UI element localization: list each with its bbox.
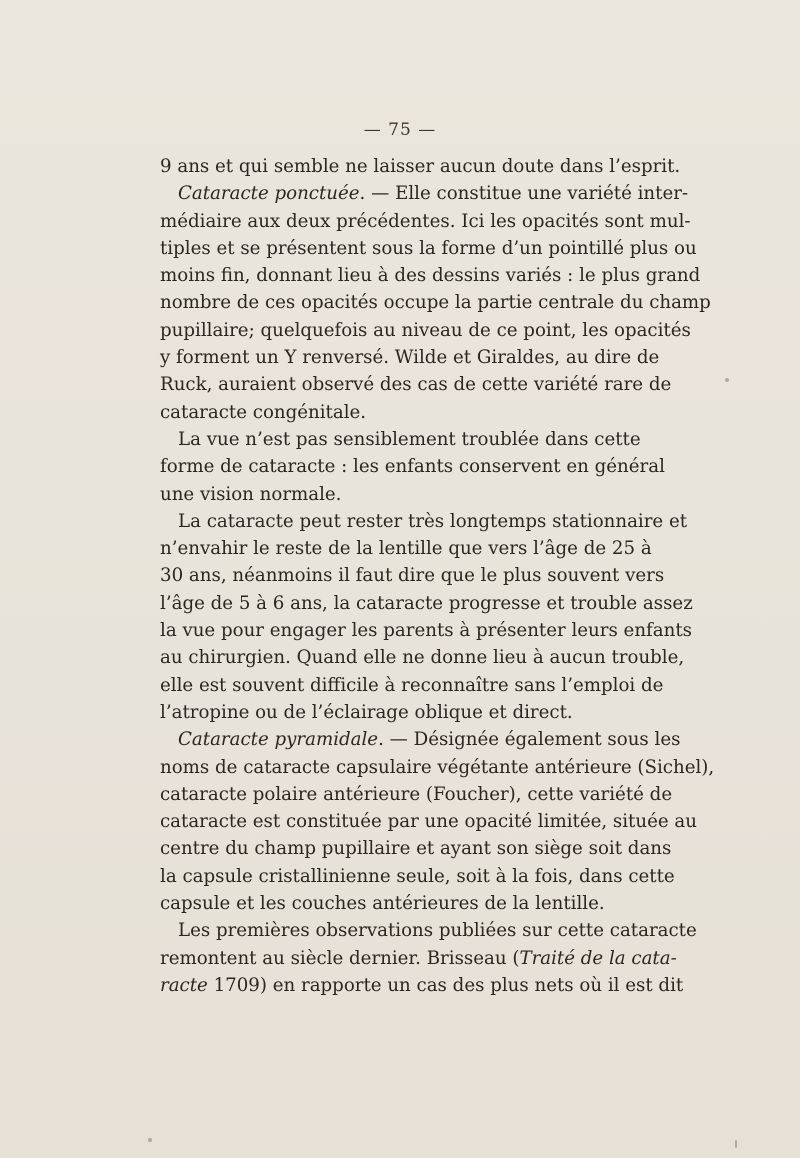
text-line bbox=[160, 399, 630, 426]
italic-heading: Cataracte pyramidale bbox=[178, 729, 379, 751]
text-run: centre du champ pupillaire et ayant son siège soit dans bbox=[160, 838, 672, 860]
text-line bbox=[160, 508, 688, 535]
italic-heading: Cataracte ponctuée bbox=[178, 183, 360, 205]
text-line bbox=[160, 781, 673, 808]
text-run: . — Elle constitue une variété inter- bbox=[359, 183, 689, 205]
text-line bbox=[160, 644, 685, 671]
text-line bbox=[160, 863, 675, 890]
text-run: noms de cataracte capsulaire végétante antérieure (Sichel), bbox=[160, 756, 715, 778]
text-run: nombre de ces opacités occupe la partie centrale du champ bbox=[160, 292, 711, 314]
text-run: au chirurgien. Quand elle ne donne lieu à aucun trouble, bbox=[160, 647, 685, 669]
text-run: forme de cataracte : les enfants conservent en général bbox=[160, 456, 665, 478]
text-run: . — Désignée également sous les bbox=[378, 729, 681, 751]
text-line bbox=[160, 235, 697, 262]
text-line bbox=[160, 453, 665, 480]
text-line bbox=[160, 890, 630, 917]
text-line bbox=[160, 289, 711, 316]
text-line bbox=[160, 672, 664, 699]
text-run: elle est souvent difficile à reconnaître sans l’emploi de bbox=[160, 674, 664, 696]
body-text bbox=[160, 153, 715, 999]
text-line bbox=[160, 972, 684, 999]
text-line bbox=[160, 945, 677, 972]
text-run: cataracte est constituée par une opacité limitée, située au bbox=[160, 811, 697, 833]
italic-heading: racte bbox=[160, 974, 208, 996]
text-run: cataracte polaire antérieure (Foucher), cette variété de bbox=[160, 783, 673, 805]
text-run: pupillaire; quelquefois au niveau de ce point, les opacités bbox=[160, 319, 691, 341]
text-run: moins fin, donnant lieu à des dessins variés : le plus grand bbox=[160, 265, 701, 287]
text-line bbox=[160, 917, 697, 944]
text-line bbox=[160, 426, 641, 453]
text-line bbox=[160, 535, 652, 562]
text-run: La cataracte peut rester très longtemps stationnaire et bbox=[178, 510, 688, 532]
text-line bbox=[160, 317, 691, 344]
text-line bbox=[160, 344, 660, 371]
text-run: Les premières observations publiées sur cette cataracte bbox=[178, 920, 697, 942]
text-run: la capsule cristallinienne seule, soit à la fois, dans cette bbox=[160, 865, 675, 887]
text-run: une vision normale. bbox=[160, 483, 342, 505]
text-line bbox=[160, 590, 693, 617]
text-line bbox=[160, 617, 692, 644]
text-run: tiples et se présentent sous la forme d’un pointillé plus ou bbox=[160, 237, 697, 259]
text-run: l’atropine ou de l’éclairage oblique et direct. bbox=[160, 701, 573, 723]
italic-heading: Traité de la cata- bbox=[519, 947, 677, 969]
text-line bbox=[160, 808, 697, 835]
text-line bbox=[160, 726, 681, 753]
text-line bbox=[160, 562, 665, 589]
text-line bbox=[160, 262, 701, 289]
text-run: la vue pour engager les parents à présenter leurs enfants bbox=[160, 620, 692, 642]
text-run: remontent au siècle dernier. Brisseau ( bbox=[160, 947, 520, 969]
text-line bbox=[160, 180, 689, 207]
text-run: 9 ans et qui semble ne laisser aucun doute dans l’esprit. bbox=[160, 156, 681, 177]
text-run: capsule et les couches antérieures de la lentille. bbox=[160, 893, 605, 915]
text-run: 30 ans, néanmoins il faut dire que le plus souvent vers bbox=[160, 565, 665, 587]
text-run: 1709) en rapporte un cas des plus nets où il est dit bbox=[207, 974, 684, 996]
text-line bbox=[160, 481, 630, 508]
paper-speck bbox=[725, 378, 729, 382]
text-line bbox=[160, 699, 630, 726]
text-run: La vue n’est pas sensiblement troublée dans cette bbox=[178, 428, 641, 450]
text-line bbox=[160, 835, 672, 862]
text-run: l’âge de 5 à 6 ans, la cataracte progresse et trouble assez bbox=[160, 592, 693, 614]
text-run: y forment un Y renversé. Wilde et Giraldes, au dire de bbox=[160, 347, 660, 369]
text-run: Ruck, auraient observé des cas de cette variété rare de bbox=[160, 374, 672, 396]
text-run: n’envahir le reste de la lentille que vers l’âge de 25 à bbox=[160, 538, 652, 560]
paper-speck bbox=[148, 1138, 152, 1142]
text-line bbox=[160, 153, 681, 180]
text-line bbox=[160, 208, 691, 235]
text-run: cataracte congénitale. bbox=[160, 401, 367, 423]
text-line bbox=[160, 754, 715, 781]
text-line bbox=[160, 371, 672, 398]
text-run: médiaire aux deux précédentes. Ici les opacités sont mul- bbox=[160, 210, 691, 232]
page-number: — 75 — bbox=[363, 120, 437, 140]
paper-speck bbox=[735, 1140, 737, 1148]
